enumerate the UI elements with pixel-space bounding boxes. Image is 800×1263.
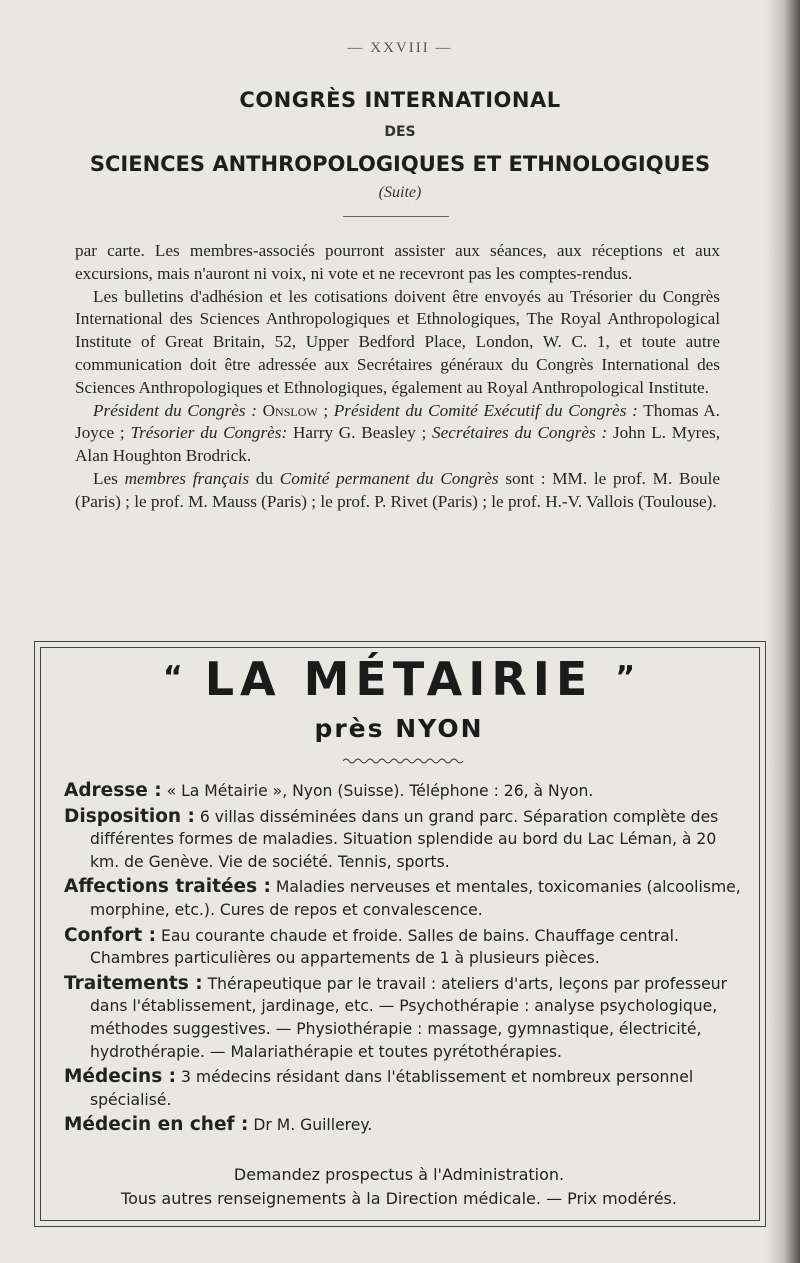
ad-entry-adresse (64, 780, 744, 803)
ad-entry-medecin-chef (64, 1114, 744, 1137)
entry-label: Adresse : (64, 780, 162, 801)
entry-label: Affections traitées : (64, 876, 271, 898)
members-sont: sont : (505, 468, 546, 488)
members-du: du (255, 468, 274, 488)
entry-label: Traitements : (64, 972, 203, 994)
treasurer-label: Trésorier du Congrès: (130, 423, 288, 443)
entry-label: Médecins : (64, 1066, 177, 1088)
paragraph-officers: Président du Congrès : Onslow ; Président du Comité Exécutif du Congrès : Thomas A. Joyce ; Trésorier du Congrès: Harry G. Beasley ; Secrétaires du Congrès : John L. Myres, Alan Houghton Brodrick. (75, 400, 721, 466)
entry-label: Confort : (64, 924, 157, 946)
ad-subtitle: près NYON (314, 714, 484, 743)
members-lead: Les (93, 468, 118, 488)
ad-title (40, 652, 758, 706)
ad-title-text: LA MÉTAIRIE (204, 652, 594, 706)
entry-label: Médecin en chef : (64, 1114, 249, 1136)
ad-body (64, 780, 744, 1140)
entry-text: 6 villas disséminées dans un grand parc. Séparation complète des différentes formes de maladies. Situation splendide au bord du Lac Léman, à 20 km. de Genève. Vie de société. Tennis, sports. (90, 807, 719, 871)
entry-text: Thérapeutique par le travail : ateliers d'arts, leçons par professeur dans l'établissement, jardinage, etc. — Psychothérapie : analyse psychologique, méthodes suggestives. — Physiothérapie : massage, gymnastique, électricité, hydrothérapie. — Malariathérapie et toutes pyrétothérapies. (90, 974, 727, 1061)
members-label: membres français (124, 468, 250, 488)
paragraph-bulletins: Les bulletins d'adhésion et les cotisations doivent être envoyés au Trésorier du Congrès International des Sciences Anthropologiques et Ethnologiques, The Royal Anthropological Institute of Great Britain, 52, Upper Bedford Place, London, W. C. 1, et toute autre communication doit être adressée aux Secrétaires généraux du Congrès International des Sciences Anthropologiques et Ethnologiques, également au Royal Anthropological Institute. (75, 286, 720, 397)
heading-suite: (Suite) (378, 184, 422, 201)
entry-text: Dr M. Guillerey. (253, 1116, 373, 1135)
entry-text: Maladies nerveuses et mentales, toxicomanies (alcoolisme, morphine, etc.). Cures de repos et convalescence. (90, 878, 741, 919)
article-body (75, 240, 720, 514)
heading-sciences: SCIENCES ANTHROPOLOGIQUES ET ETHNOLOGIQUES (89, 152, 711, 176)
president-label: Président du Congrès : (93, 400, 257, 420)
treasurer-name: Harry G. Beasley (292, 423, 416, 443)
ad-footer (40, 1163, 758, 1211)
entry-text: 3 médecins résidant dans l'établissement et nombreux personnel spécialisé. (90, 1068, 694, 1109)
ad-entry-traitements (64, 973, 744, 1063)
ad-footer-renseignements: Tous autres renseignements à la Direction médicale. — Prix modérés. (121, 1189, 677, 1208)
ad-entry-disposition (64, 806, 744, 874)
entry-label: Disposition : (64, 805, 195, 827)
entry-text: Eau courante chaude et froide. Salles de bains. Chauffage central. Chambres particulières ou appartements de 1 à plusieurs pièces. (90, 926, 679, 968)
ad-entry-affections (64, 876, 744, 921)
paragraph-members (75, 468, 720, 514)
exec-label: Président du Comité Exécutif du Congrès : (333, 400, 638, 420)
comite-label: Comité permanent du Congrès (279, 468, 499, 488)
heading-rule (343, 216, 449, 217)
ad-footer-prospectus: Demandez prospectus à l'Administration. (233, 1165, 565, 1184)
heading-des: DES (384, 124, 416, 140)
secretary-1: John L. Myres (612, 423, 716, 443)
entry-text: « La Métairie », Nyon (Suisse). Téléphone : 26, à Nyon. (166, 782, 594, 800)
secretaries-label: Secrétaires du Congrès : (432, 423, 608, 443)
heading-congres: CONGRÈS INTERNATIONAL (239, 88, 561, 112)
ad-entry-medecins (64, 1066, 744, 1111)
ad-close-quote: ” (615, 660, 636, 695)
exec-name: Thomas A. Joyce (75, 400, 720, 443)
page-folio: — XXVIII — (347, 40, 453, 56)
secretary-2: Alan Houghton Brodrick (75, 446, 247, 466)
paragraph-associes: par carte. Les membres-associés pourront assister aux séances, aux réceptions et aux excursions, mais n'auront ni voix, ni vote et ne recevront pas les comptes-rendus. (75, 241, 720, 283)
members-list: MM. le prof. M. Boule (Paris) ; le prof. M. Mauss (Paris) ; le prof. P. Rivet (Paris) ; le prof. H.-V. Vallois (Toulouse). (75, 468, 721, 511)
wavy-rule-ornament (343, 756, 465, 766)
president-name: Onslow (262, 400, 318, 420)
ad-open-quote: “ (162, 660, 183, 695)
ad-entry-confort (64, 925, 744, 970)
